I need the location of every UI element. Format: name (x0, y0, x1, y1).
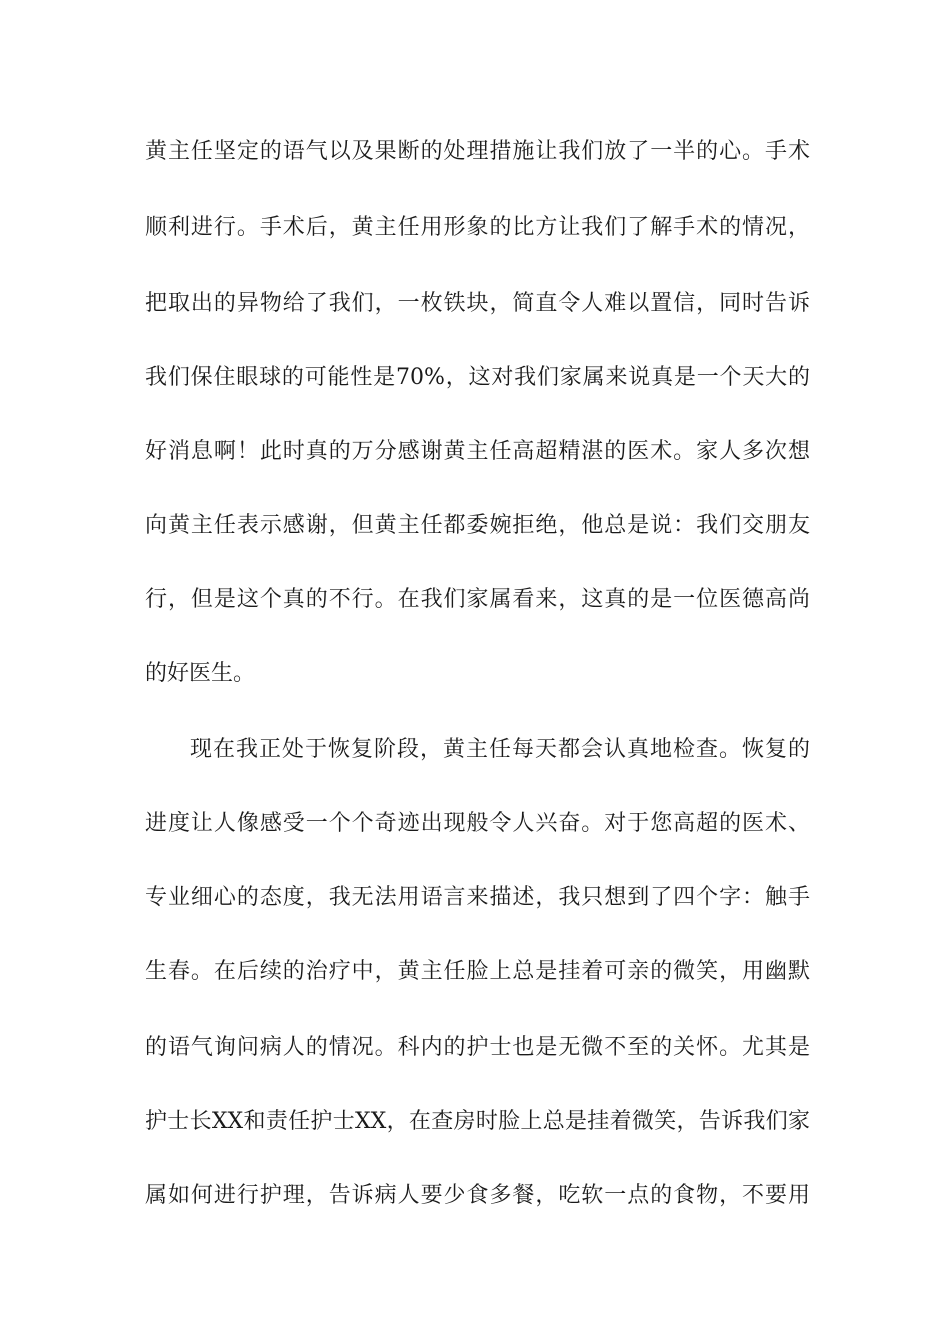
text-line: 专业细心的态度，我无法用语言来描述，我只想到了四个字：触手 (145, 885, 810, 910)
text-line: 向黄主任表示感谢，但黄主任都委婉拒绝，他总是说：我们交朋友 (145, 513, 810, 538)
text-line: 的语气询问病人的情况。科内的护士也是无微不至的关怀。尤其是 (145, 1035, 810, 1060)
text-line: 进度让人像感受一个个奇迹出现般令人兴奋。对于您高超的医术、 (145, 811, 810, 836)
text-line: 顺利进行。手术后，黄主任用形象的比方让我们了解手术的情况， (145, 215, 810, 240)
text-line: 属如何进行护理，告诉病人要少食多餐，吃软一点的食物，不要用 (145, 1183, 810, 1208)
text-line: 好消息啊！此时真的万分感谢黄主任高超精湛的医术。家人多次想 (145, 439, 810, 464)
text-line: 黄主任坚定的语气以及果断的处理措施让我们放了一半的心。手术 (145, 139, 810, 164)
text-line: 行，但是这个真的不行。在我们家属看来，这真的是一位医德高尚 (145, 587, 810, 612)
text-line: 护士长XX和责任护士XX，在查房时脸上总是挂着微笑，告诉我们家 (145, 1109, 810, 1134)
text-line: 把取出的异物给了我们，一枚铁块，简直令人难以置信，同时告诉 (145, 291, 810, 316)
text-line: 我们保住眼球的可能性是70%，这对我们家属来说真是一个天大的 (145, 365, 810, 390)
text-line: 的好医生。 (145, 661, 256, 686)
text-line: 生春。在后续的治疗中，黄主任脸上总是挂着可亲的微笑，用幽默 (145, 959, 810, 984)
paragraph-first-line: 现在我正处于恢复阶段，黄主任每天都会认真地检查。恢复的 (190, 737, 810, 762)
